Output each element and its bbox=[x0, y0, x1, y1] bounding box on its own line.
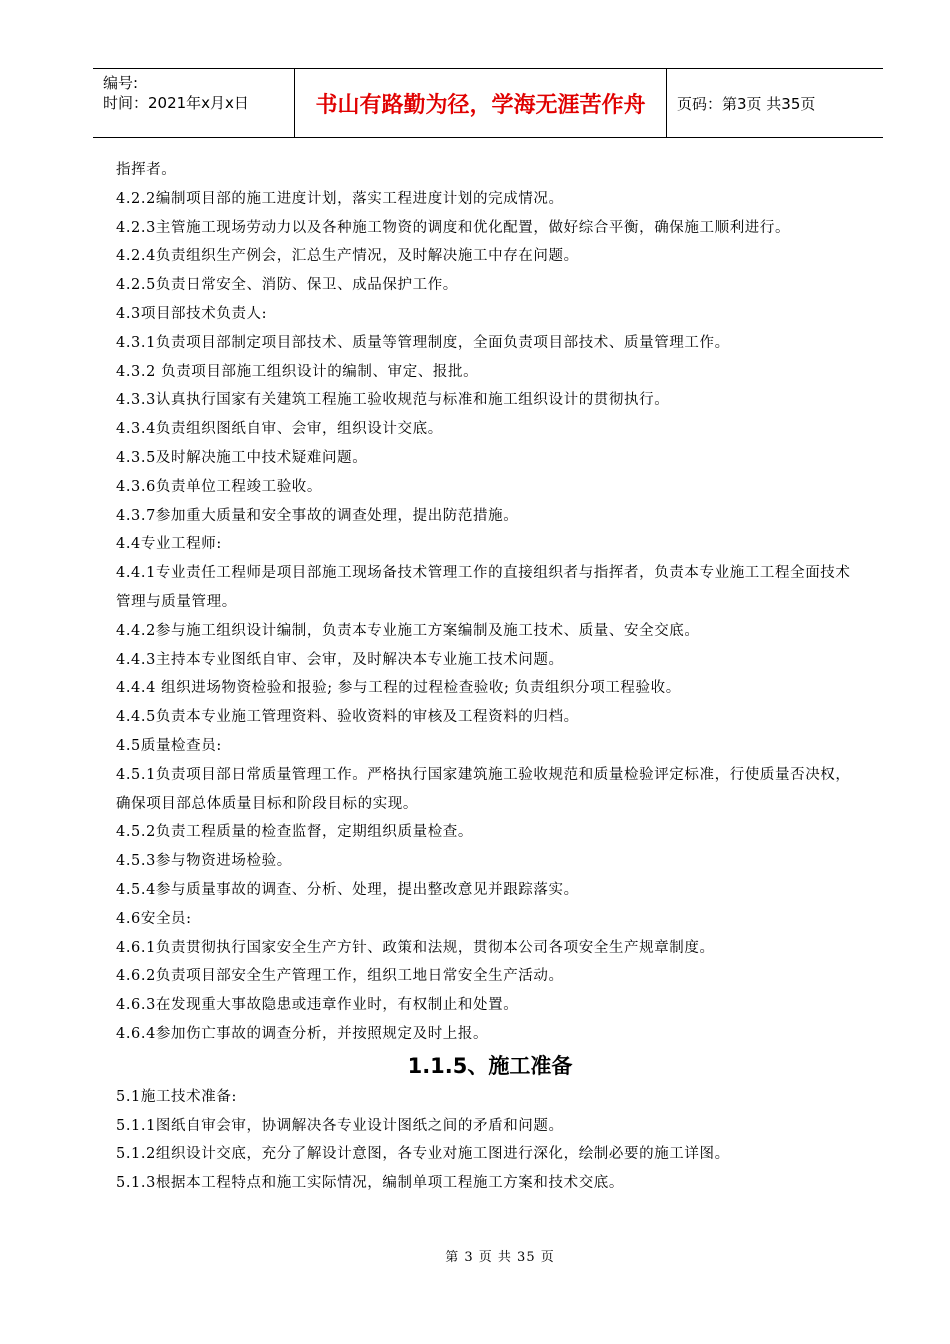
body-paragraph: 5.1.3根据本工程特点和施工实际情况，编制单项工程施工方案和技术交底。 bbox=[116, 1175, 624, 1192]
body-paragraph: 5.1施工技术准备: bbox=[116, 1088, 237, 1105]
body-paragraph: 4.3.4负责组织图纸自审、会审，组织设计交底。 bbox=[116, 421, 443, 438]
body-paragraph: 4.3.3认真执行国家有关建筑工程施工验收规范与标准和施工组织设计的贯彻执行。 bbox=[116, 392, 670, 409]
body-paragraph: 4.5.2负责工程质量的检查监督，定期组织质量检查。 bbox=[116, 824, 473, 841]
body-paragraph: 4.6.4参加伤亡事故的调查分析，并按照规定及时上报。 bbox=[116, 1025, 489, 1042]
body-paragraph: 4.4专业工程师: bbox=[116, 536, 222, 553]
body-paragraph: 4.3.7参加重大质量和安全事故的调查处理，提出防范措施。 bbox=[116, 507, 519, 524]
body-paragraph: 4.6.2负责项目部安全生产管理工作，组织工地日常安全生产活动。 bbox=[116, 968, 564, 985]
header-page-info: 页码：第3页 共35页 bbox=[677, 94, 816, 113]
body-paragraph: 4.4.3主持本专业图纸自审、会审，及时解决本专业施工技术问题。 bbox=[116, 651, 564, 668]
document-body bbox=[116, 156, 864, 1198]
body-paragraph: 4.6.1负责贯彻执行国家安全生产方针、政策和法规，贯彻本公司各项安全生产规章制度。 bbox=[116, 939, 715, 956]
document-number-label: 编号: bbox=[103, 74, 139, 92]
header-meta bbox=[93, 69, 295, 137]
body-paragraph: 4.4.5负责本专业施工管理资料、验收资料的审核及工程资料的归档。 bbox=[116, 709, 579, 726]
body-paragraph: 5.1.1图纸自审会审，协调解决各专业设计图纸之间的矛盾和问题。 bbox=[116, 1117, 564, 1134]
header-motto: 书山有路勤为径，学海无涯苦作舟 bbox=[295, 69, 667, 137]
body-paragraph: 5.1.2组织设计交底，充分了解设计意图，各专业对施工图进行深化，绘制必要的施工详图。 bbox=[116, 1146, 730, 1163]
page-footer: 第 3 页 共 35 页 bbox=[445, 1250, 555, 1265]
section-heading: 1.1.5、施工准备 bbox=[407, 1053, 573, 1078]
body-paragraph: 4.3.6负责单位工程竣工验收。 bbox=[116, 478, 322, 495]
body-paragraph: 4.6安全员: bbox=[116, 910, 192, 927]
body-section-bottom bbox=[116, 1083, 864, 1198]
body-paragraph: 4.3.1负责项目部制定项目部技术、质量等管理制度，全面负责项目部技术、质量管理工作。 bbox=[116, 334, 730, 351]
body-paragraph: 4.4.2参与施工组织设计编制，负责本专业施工方案编制及施工技术、质量、安全交底。 bbox=[116, 622, 700, 639]
body-paragraph: 4.5.3参与物资进场检验。 bbox=[116, 853, 292, 870]
body-paragraph: 4.2.4负责组织生产例会，汇总生产情况，及时解决施工中存在问题。 bbox=[116, 248, 579, 265]
body-paragraph: 4.2.3主管施工现场劳动力以及各种施工物资的调度和优化配置，做好综合平衡，确保施工顺利进行。 bbox=[116, 219, 791, 236]
body-paragraph: 4.5质量检查员: bbox=[116, 737, 222, 754]
body-paragraph: 4.4.1专业责任工程师是项目部施工现场备技术管理工作的直接组织者与指挥者，负责本专业施工工程全面技术管理与质量管理。 bbox=[116, 565, 851, 610]
body-paragraph: 4.6.3在发现重大事故隐患或违章作业时，有权制止和处置。 bbox=[116, 997, 519, 1014]
body-paragraph: 指挥者。 bbox=[116, 162, 177, 178]
body-paragraph: 4.2.5负责日常安全、消防、保卫、成品保护工作。 bbox=[116, 277, 458, 294]
body-paragraph: 4.5.1负责项目部日常质量管理工作。严格执行国家建筑施工验收规范和质量检验评定标准，行使质量否决权，确保项目部总体质量目标和阶段目标的实现。 bbox=[116, 766, 851, 812]
body-paragraph: 4.3.5及时解决施工中技术疑难问题。 bbox=[116, 449, 368, 466]
document-time: 时间：2021年x月x日 bbox=[103, 94, 249, 112]
body-paragraph: 4.5.4参与质量事故的调查、分析、处理，提出整改意见并跟踪落实。 bbox=[116, 881, 579, 898]
page-header bbox=[93, 68, 883, 138]
body-paragraph: 4.3.2 负责项目部施工组织设计的编制、审定、报批。 bbox=[116, 363, 479, 380]
body-paragraph: 4.4.4 组织进场物资检验和报验; 参与工程的过程检查验收; 负责组织分项工程验收。 bbox=[116, 680, 681, 697]
body-paragraph: 4.3项目部技术负责人: bbox=[116, 305, 268, 322]
body-paragraph: 4.2.2编制项目部的施工进度计划，落实工程进度计划的完成情况。 bbox=[116, 190, 564, 207]
body-section-top bbox=[116, 156, 864, 1049]
